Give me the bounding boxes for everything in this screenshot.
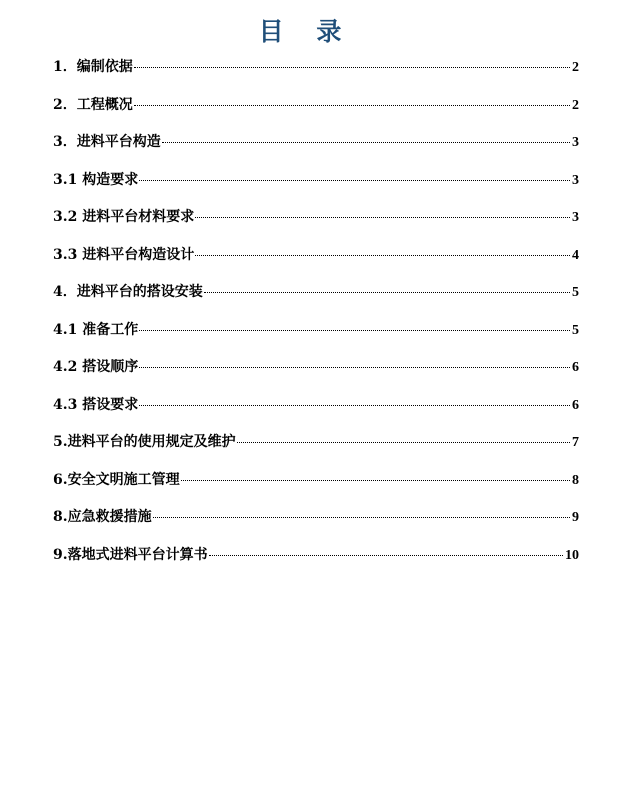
- toc-entry-page: 7: [572, 435, 579, 450]
- toc-entry-label: 3.2 进料平台材料要求: [53, 209, 195, 225]
- toc-leader-dots: [153, 517, 570, 518]
- toc-entry-3-2[interactable]: [53, 204, 579, 242]
- toc-leader-dots: [204, 292, 570, 293]
- toc-entry-9[interactable]: [53, 542, 579, 580]
- toc-entry-label: 4.1 准备工作: [53, 321, 139, 338]
- toc-leader-dots: [139, 180, 570, 181]
- toc-leader-dots: [139, 367, 570, 368]
- toc-leader-dots: [195, 255, 570, 256]
- toc-entry-page: 9: [572, 510, 579, 525]
- toc-entry-page: 4: [572, 247, 579, 263]
- toc-entry-label: 1．编制依据: [53, 59, 133, 75]
- toc-entry-4-2[interactable]: [53, 354, 579, 392]
- toc-entry-1[interactable]: [53, 54, 579, 92]
- toc-entry-page: 5: [572, 322, 579, 338]
- toc-entry-page: 6: [572, 360, 579, 375]
- toc-entry-4-3[interactable]: [53, 392, 579, 430]
- toc-leader-dots: [209, 555, 563, 556]
- toc-entry-label: 3．进料平台构造: [53, 134, 161, 150]
- toc-entry-label: 4.2 搭设顺序: [53, 359, 139, 375]
- toc-entry-label: 8.应急救援措施: [53, 509, 152, 525]
- toc-entry-label: 5.进料平台的使用规定及维护: [53, 434, 236, 450]
- toc-entry-3-1[interactable]: [53, 167, 579, 205]
- toc-entry-2[interactable]: [53, 92, 579, 130]
- toc-leader-dots: [162, 142, 570, 143]
- toc-entry-6[interactable]: [53, 467, 579, 505]
- toc-title: 目 录: [258, 17, 354, 46]
- toc-leader-dots: [237, 442, 570, 443]
- toc-entry-page: 10: [565, 547, 579, 563]
- toc-entry-label: 3.3 进料平台构造设计: [53, 246, 195, 263]
- toc-entry-page: 3: [572, 210, 579, 225]
- toc-entry-page: 3: [572, 172, 579, 188]
- toc-entry-page: 2: [572, 60, 579, 75]
- toc-leader-dots: [134, 105, 570, 106]
- toc-entry-4[interactable]: [53, 279, 579, 317]
- toc-list: [53, 54, 579, 579]
- toc-entry-4-1[interactable]: [53, 317, 579, 355]
- toc-entry-page: 2: [572, 97, 579, 113]
- toc-entry-label: 3.1 构造要求: [53, 171, 139, 188]
- toc-entry-label: 4.3 搭设要求: [53, 396, 139, 413]
- toc-entry-8[interactable]: [53, 504, 579, 542]
- toc-leader-dots: [195, 217, 570, 218]
- toc-leader-dots: [139, 330, 570, 331]
- toc-entry-page: 6: [572, 397, 579, 413]
- toc-entry-label: 4．进料平台的搭设安装: [53, 284, 203, 300]
- toc-entry-3[interactable]: [53, 129, 579, 167]
- toc-entry-label: 6.安全文明施工管理: [53, 471, 180, 488]
- toc-leader-dots: [139, 405, 570, 406]
- toc-leader-dots: [134, 67, 570, 68]
- toc-entry-3-3[interactable]: [53, 242, 579, 280]
- toc-entry-5[interactable]: [53, 429, 579, 467]
- toc-leader-dots: [181, 480, 570, 481]
- toc-entry-page: 8: [572, 472, 579, 488]
- toc-entry-page: 3: [572, 135, 579, 150]
- toc-entry-label: 9.落地式进料平台计算书: [53, 546, 208, 563]
- toc-entry-page: 5: [572, 285, 579, 300]
- toc-entry-label: 2．工程概况: [53, 96, 133, 113]
